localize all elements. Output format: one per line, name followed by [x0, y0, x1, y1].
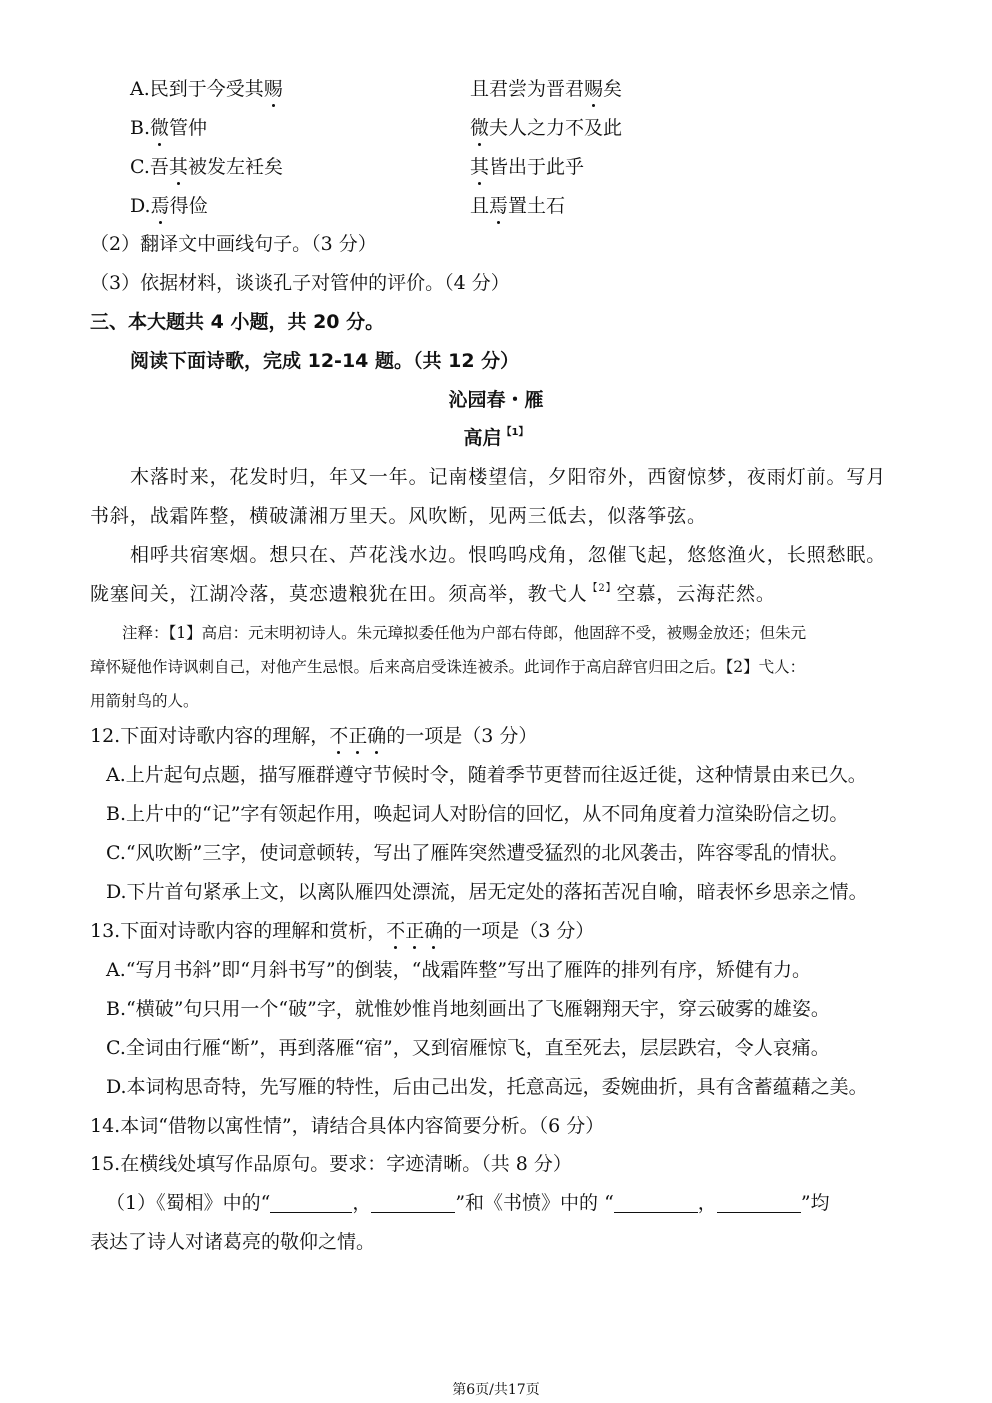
q14-stem: 14.本词“借物以寓性情”，请结合具体内容简要分析。（6 分）	[90, 1115, 605, 1137]
q13-stem: 13.下面对诗歌内容的理解和赏析，不正确的一项是（3 分）	[90, 920, 595, 942]
answer-blank[interactable]	[371, 1192, 455, 1213]
q13-option-a: A.“写月书斜”即“月斜书写”的倒装，“战霜阵整”写出了雁阵的排列有序，矫健有力。	[106, 959, 812, 981]
poem-line-3: 相呼共宿寒烟。想只在、芦花浅水边。恨呜呜戍角，忽催飞起，悠悠渔火，长照愁眠。	[130, 544, 887, 566]
q11-option-c: C.吾其被发左衽矣 其皆出于此乎	[130, 156, 585, 178]
emphasis-dot-char: 不	[329, 725, 349, 747]
q12-option-c: C.“风吹断”三字，使词意顿转，写出了雁阵突然遭受猛烈的北风袭击，阵容零乱的情状。	[106, 842, 849, 864]
section3-title: 三、本大题共 4 小题，共 20 分。	[90, 311, 385, 333]
q13-option-b: B.“横破”句只用一个“破”字，就惟妙惟肖地刻画出了飞雁翱翔天宇，穿云破雾的雄姿。	[106, 998, 830, 1020]
q11-sub2: （2）翻译文中画线句子。（3 分）	[90, 233, 377, 255]
q11-option-b: B.微管仲 微夫人之力不及此	[130, 117, 623, 139]
emphasis-dot-char: 微	[470, 117, 490, 139]
answer-blank[interactable]	[717, 1192, 801, 1213]
emphasis-dot-char: 确	[367, 725, 387, 747]
poem-line-2: 书斜，战霜阵整，横破潇湘万里天。风吹断，见两三低去，似落筝弦。	[90, 505, 707, 527]
footnote-marker: 【1】	[501, 427, 529, 438]
emphasis-dot-char: 不	[386, 920, 406, 942]
poem-line-1: 木落时来，花发时归，年又一年。记南楼望信，夕阳帘外，西窗惊梦，夜雨灯前。写月	[130, 466, 887, 488]
q12-option-a: A.上片起句点题，描写雁群遵守节候时令，随着季节更替而往返迁徙，这种情景由来已久。	[106, 764, 867, 786]
page-footer: 第6页/共17页	[452, 1382, 540, 1398]
poem-intro: 阅读下面诗歌，完成 12-14 题。（共 12 分）	[130, 350, 520, 372]
emphasis-dot-char: 赐	[263, 78, 283, 100]
emphasis-dot-char: 确	[424, 920, 444, 942]
poem-line-4: 陇塞间关，江湖冷落，莫恋遗粮犹在田。须高举，教弋人$^{【2】}$空慕，云海茫然。	[90, 583, 776, 605]
q12-option-b: B.上片中的“记”字有领起作用，唤起词人对盼信的回忆，从不同角度着力渲染盼信之切。	[106, 803, 849, 825]
note-line-3: 用箭射鸟的人。	[90, 692, 199, 710]
emphasis-dot-char: 焉	[489, 195, 509, 217]
q15-stem: 15.在横线处填写作品原句。要求：字迹清晰。（共 8 分）	[90, 1153, 572, 1175]
poem-author: 高启$^{【1】}$	[463, 427, 529, 449]
q12-stem: 12.下面对诗歌内容的理解，不正确的一项是（3 分）	[90, 725, 538, 747]
answer-blank[interactable]	[614, 1192, 698, 1213]
q13-option-d: D.本词构思奇特，先写雁的特性，后由己出发，托意高远，委婉曲折，具有含蓄蕴藉之美。	[106, 1076, 868, 1098]
q11-option-d-right: 且焉置土石	[470, 195, 566, 217]
emphasis-dot-char: 赐	[584, 78, 604, 100]
emphasis-dot-char: 焉	[150, 195, 170, 217]
q15-sub1: （1）《蜀相》中的“ ， ”和《书愤》中的 “ ， ”均	[106, 1192, 830, 1214]
emphasis-dot-char: 其	[470, 156, 490, 178]
q12-option-d: D.下片首句紧承上文，以离队雁四处漂流，居无定处的落拓苦况自喻，暗表怀乡思亲之情。	[106, 881, 868, 903]
q11-option-a: A.民到于今受其赐 且君尝为晋君赐矣	[130, 78, 623, 100]
q11-sub3: （3）依据材料，谈谈孔子对管仲的评价。（4 分）	[90, 272, 510, 294]
q15-sub1-continued: 表达了诗人对诸葛亮的敬仰之情。	[90, 1231, 376, 1253]
q11-option-c-right: 其皆出于此乎	[470, 156, 585, 178]
note-line-2: 璋怀疑他作诗讽刺自己，对他产生忌恨。后来高启受诛连被杀。此词作于高启辞官归田之后。【2】弋人：	[90, 658, 806, 676]
emphasis-dot-char: 正	[405, 920, 425, 942]
answer-blank[interactable]	[270, 1192, 352, 1213]
emphasis-dot-char: 其	[168, 156, 188, 178]
q11-option-a-right: 且君尝为晋君赐矣	[470, 78, 623, 100]
poem-title: 沁园春・雁	[448, 389, 544, 411]
note-line-1: 注释：【1】高启：元末明初诗人。朱元璋拟委任他为户部右侍郎，他固辞不受，被赐金放还；但朱元	[122, 624, 807, 642]
footnote-marker: 【2】	[587, 583, 617, 594]
q11-option-b-right: 微夫人之力不及此	[470, 117, 623, 139]
emphasis-dot-char: 微	[150, 117, 170, 139]
q13-option-c: C.全词由行雁“断”，再到落雁“宿”，又到宿雁惊飞，直至死去，层层跌宕，令人哀痛。	[106, 1037, 830, 1059]
q11-option-d: D.焉得俭 且焉置土石	[130, 195, 566, 217]
emphasis-dot-char: 正	[348, 725, 368, 747]
